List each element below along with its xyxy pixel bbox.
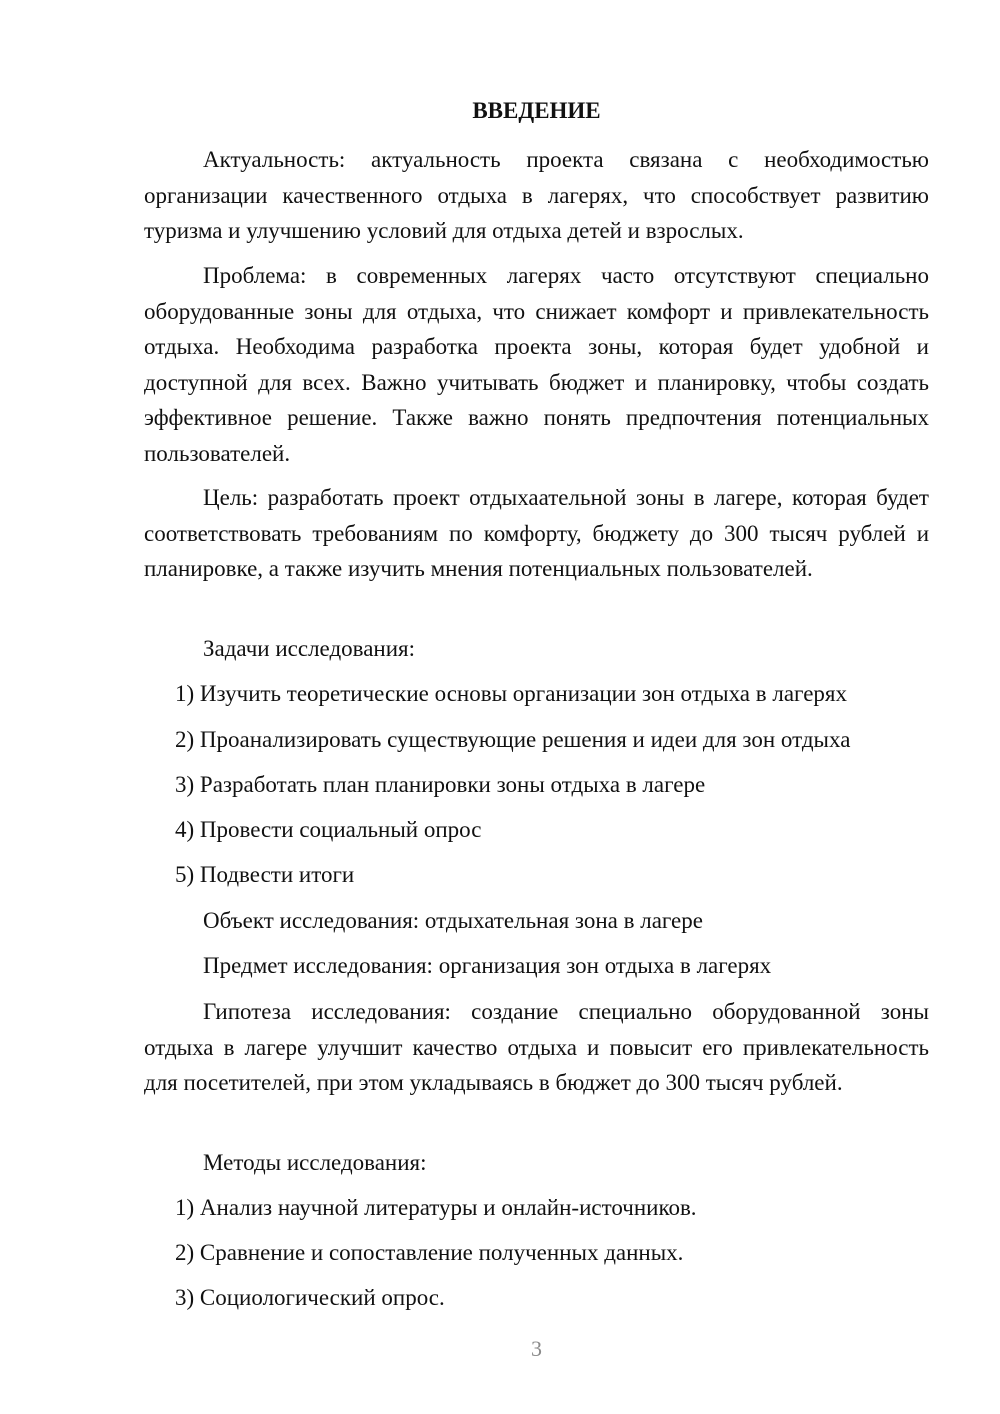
hypothesis-paragraph: Гипотеза исследования: создание специально оборудованной зоны отдыха в лагере улучшит качество отдыха и повысит его привлекательность для посетителей, при этом укладываясь в бюджет до 300 тысяч рублей. [144, 999, 929, 1095]
research-subject: Предмет исследования: организация зон отдыха в лагерях [203, 953, 772, 978]
task-item-3: 3) Разработать план планировки зоны отдыха в лагере [175, 772, 706, 797]
task-item-1: 1) Изучить теоретические основы организации зон отдыха в лагерях [175, 681, 847, 706]
section-title: ВВЕДЕНИЕ [472, 98, 601, 123]
tasks-heading: Задачи исследования: [203, 636, 416, 661]
problem-paragraph: Проблема: в современных лагерях часто отсутствуют специально оборудованные зоны для отдыха, что снижает комфорт и привлекательность отдыха. Необходима разработка проекта зоны, которая будет удобной и доступной для всех. Важно учитывать бюджет и планировку, чтобы создать эффективное решение. Также важно понять предпочтения потенциальных пользователей. [144, 263, 929, 466]
relevance-paragraph: Актуальность: актуальность проекта связана с необходимостью организации качественного отдыха в лагерях, что способствует развитию туризма и улучшению условий для отдыха детей и взрослых. [144, 147, 929, 243]
method-item-3: 3) Социологический опрос. [175, 1285, 445, 1310]
task-item-5: 5) Подвести итоги [175, 862, 355, 887]
task-item-4: 4) Провести социальный опрос [175, 817, 482, 842]
method-item-2: 2) Сравнение и сопоставление полученных данных. [175, 1240, 684, 1265]
task-item-2: 2) Проанализировать существующие решения и идеи для зон отдыха [175, 727, 851, 752]
method-item-1: 1) Анализ научной литературы и онлайн-источников. [175, 1195, 697, 1220]
page-number: 3 [531, 1336, 542, 1361]
document-page [144, 0, 929, 1414]
goal-paragraph: Цель: разработать проект отдыхаательной зоны в лагере, которая будет соответствовать требованиям по комфорту, бюджету до 300 тысяч рублей и планировке, а также изучить мнения потенциальных пользователей. [144, 485, 929, 581]
methods-heading: Методы исследования: [203, 1150, 427, 1175]
research-object: Объект исследования: отдыхательная зона в лагере [203, 908, 703, 933]
